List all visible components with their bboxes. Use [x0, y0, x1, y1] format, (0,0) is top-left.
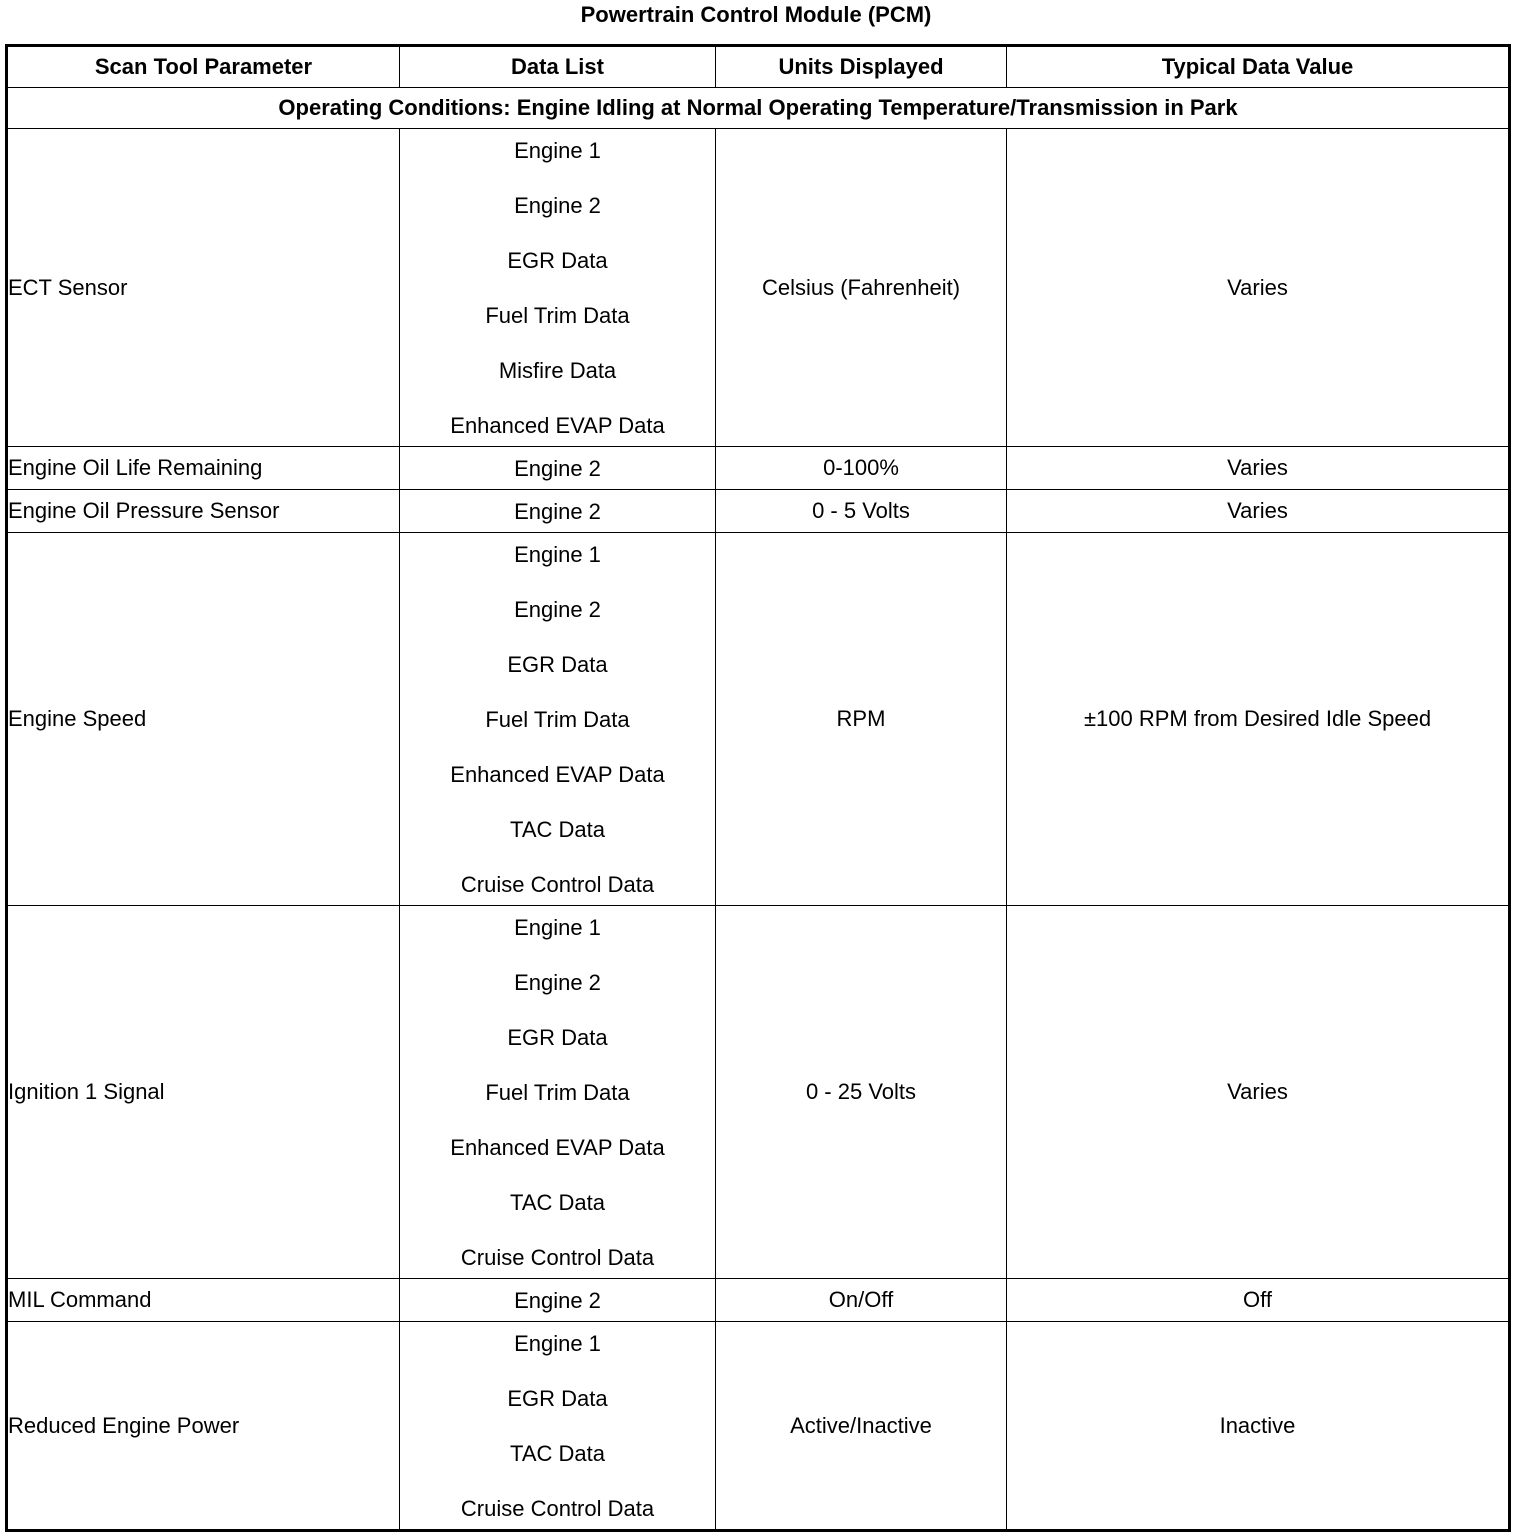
data-list-cell [400, 533, 716, 906]
data-list-item: EGR Data [507, 1025, 608, 1050]
table-row [7, 490, 1510, 533]
column-header-typical-value: Typical Data Value [1007, 46, 1510, 88]
typical-data-value: Varies [1007, 129, 1510, 447]
data-list-item: Enhanced EVAP Data [450, 762, 665, 787]
data-list-cell [400, 490, 716, 533]
data-list-item: Fuel Trim Data [485, 1080, 630, 1105]
data-list-item: Engine 1 [514, 1331, 601, 1356]
document-title: Powertrain Control Module (PCM) [580, 2, 932, 27]
typical-data-value: ±100 RPM from Desired Idle Speed [1007, 533, 1510, 906]
data-list-item: Engine 1 [514, 915, 601, 940]
data-list-cell [400, 1279, 716, 1322]
data-list-item: EGR Data [507, 1386, 608, 1411]
data-list-item: Engine 2 [514, 193, 601, 218]
pcm-data-table [5, 44, 1511, 1532]
data-list-item: TAC Data [510, 1190, 605, 1215]
scan-tool-parameter: Ignition 1 Signal [7, 906, 400, 1279]
data-list-item: Fuel Trim Data [485, 303, 630, 328]
table-row [7, 533, 1510, 906]
data-list-cell [400, 447, 716, 490]
operating-conditions-row [7, 88, 1510, 129]
table-row [7, 447, 1510, 490]
data-list-item: Engine 2 [514, 499, 601, 524]
data-list-item: Engine 2 [514, 970, 601, 995]
data-list-cell [400, 1322, 716, 1531]
data-list-item: Engine 1 [514, 542, 601, 567]
data-list-item: Engine 2 [514, 597, 601, 622]
data-list-item: EGR Data [507, 248, 608, 273]
scan-tool-parameter: Reduced Engine Power [7, 1322, 400, 1531]
data-list-item: Cruise Control Data [460, 1496, 655, 1521]
table-row [7, 906, 1510, 1279]
data-list-item: TAC Data [510, 1441, 605, 1466]
typical-data-value: Varies [1007, 490, 1510, 533]
operating-conditions: Operating Conditions: Engine Idling at Normal Operating Temperature/Transmission in Park [7, 88, 1510, 129]
typical-data-value: Varies [1007, 906, 1510, 1279]
column-header-parameter: Scan Tool Parameter [7, 46, 400, 88]
typical-data-value: Inactive [1007, 1322, 1510, 1531]
typical-data-value: Varies [1007, 447, 1510, 490]
data-list-item: Enhanced EVAP Data [450, 413, 665, 438]
typical-data-value: Off [1007, 1279, 1510, 1322]
table-row [7, 129, 1510, 447]
data-list-item: Engine 2 [514, 456, 601, 481]
table-row [7, 1279, 1510, 1322]
units-displayed: 0 - 25 Volts [716, 906, 1007, 1279]
data-list-item: Engine 2 [514, 1288, 601, 1313]
scan-tool-parameter: ECT Sensor [7, 129, 400, 447]
units-displayed: Active/Inactive [716, 1322, 1007, 1531]
data-list-cell [400, 906, 716, 1279]
units-displayed: 0 - 5 Volts [716, 490, 1007, 533]
units-displayed: RPM [716, 533, 1007, 906]
data-list-item: Cruise Control Data [460, 872, 655, 897]
units-displayed: Celsius (Fahrenheit) [716, 129, 1007, 447]
data-list-cell [400, 129, 716, 447]
scan-tool-parameter: MIL Command [7, 1279, 400, 1322]
header-row [7, 46, 1510, 88]
data-list-item: Fuel Trim Data [485, 707, 630, 732]
units-displayed: 0-100% [716, 447, 1007, 490]
data-list-item: Cruise Control Data [460, 1245, 655, 1270]
column-header-units: Units Displayed [716, 46, 1007, 88]
data-list-item: Engine 1 [514, 138, 601, 163]
table-row [7, 1322, 1510, 1531]
data-list-item: TAC Data [510, 817, 605, 842]
units-displayed: On/Off [716, 1279, 1007, 1322]
scan-tool-parameter: Engine Oil Pressure Sensor [7, 490, 400, 533]
scan-tool-parameter: Engine Speed [7, 533, 400, 906]
column-header-data-list: Data List [400, 46, 716, 88]
data-list-item: EGR Data [507, 652, 608, 677]
data-list-item: Enhanced EVAP Data [450, 1135, 665, 1160]
data-list-item: Misfire Data [498, 358, 617, 383]
scan-tool-parameter: Engine Oil Life Remaining [7, 447, 400, 490]
